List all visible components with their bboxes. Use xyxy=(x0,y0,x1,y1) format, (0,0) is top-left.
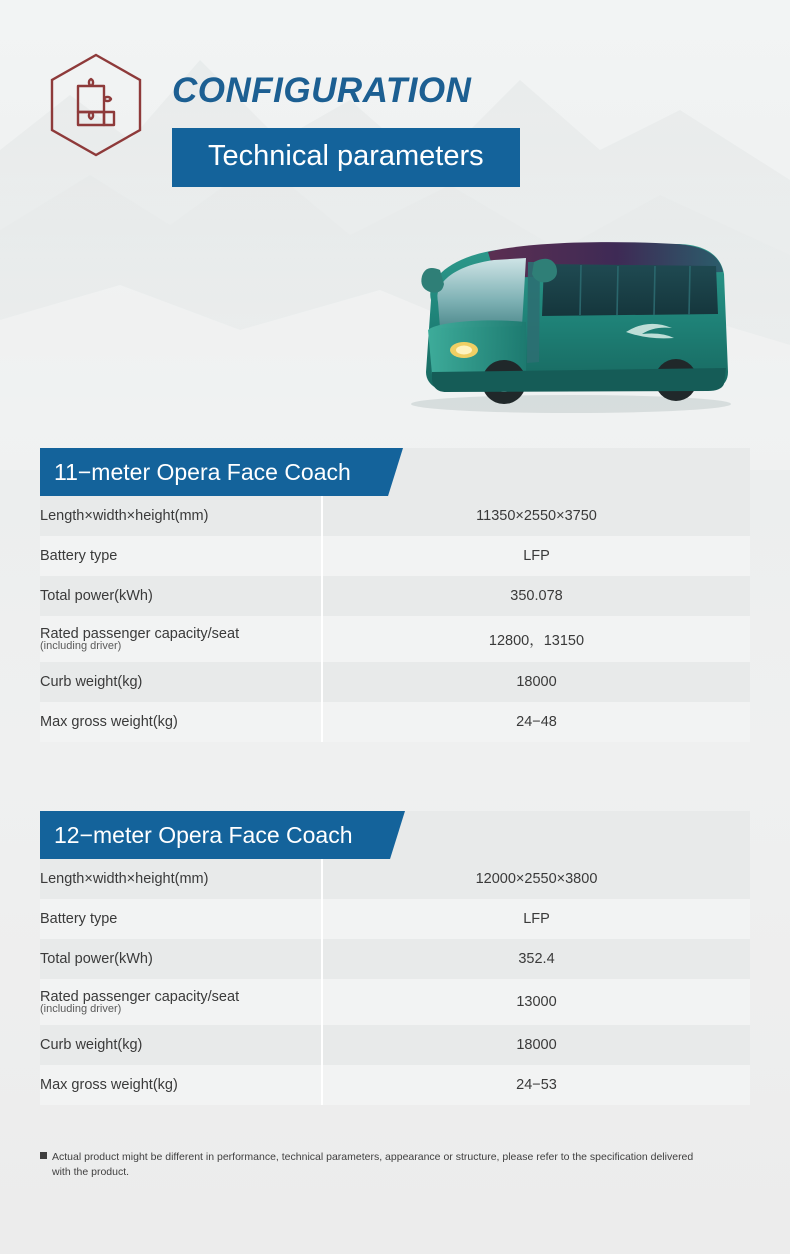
ribbon-tail-11 xyxy=(369,448,403,496)
ribbon-tail-12 xyxy=(371,811,405,859)
footnote-line-1: Actual product might be different in performance, technical parameters, appearance or structure, please refer to the specification delivered xyxy=(52,1151,694,1163)
footnote-line-2: with the product. xyxy=(52,1166,130,1179)
spec-value: 24−53 xyxy=(322,1065,750,1105)
table-row xyxy=(40,616,750,662)
section-heading-11: 11−meter Opera Face Coach xyxy=(40,448,369,496)
spec-value: LFP xyxy=(322,536,750,576)
title-block xyxy=(172,72,520,187)
table-row xyxy=(40,702,750,742)
footnote xyxy=(40,1150,754,1180)
table-row xyxy=(40,939,750,979)
hero-section xyxy=(0,0,790,440)
spec-value: 18000 xyxy=(322,662,750,702)
table-row xyxy=(40,899,750,939)
spec-value: 13000 xyxy=(322,979,750,1025)
technical-parameters-banner: Technical parameters xyxy=(172,128,520,187)
spec-label: Battery type xyxy=(40,899,322,939)
table-row xyxy=(40,496,750,536)
spec-table-11 xyxy=(40,496,750,742)
spec-value: 352.4 xyxy=(322,939,750,979)
bullet-square-icon xyxy=(40,1152,47,1159)
table-row xyxy=(40,1065,750,1105)
spec-value: LFP xyxy=(322,899,750,939)
spec-value: 12000×2550×3800 xyxy=(322,859,750,899)
spec-label: Rated passenger capacity/seat xyxy=(40,626,240,642)
spec-label: Length×width×height(mm) xyxy=(40,859,322,899)
table-row xyxy=(40,1025,750,1065)
section-heading-12: 12−meter Opera Face Coach xyxy=(40,811,371,859)
spec-label: Curb weight(kg) xyxy=(40,1025,322,1065)
spec-label: Total power(kWh) xyxy=(40,939,322,979)
spec-label: Rated passenger capacity/seat xyxy=(40,989,240,1005)
table-row xyxy=(40,576,750,616)
section-header-row-11 xyxy=(40,448,750,496)
spec-value: 18000 xyxy=(322,1025,750,1065)
section-header-row-12 xyxy=(40,811,750,859)
puzzle-hexagon-icon xyxy=(48,52,144,158)
spec-value: 11350×2550×3750 xyxy=(322,496,750,536)
table-row xyxy=(40,859,750,899)
spec-value: 24−48 xyxy=(322,702,750,742)
spec-label: Total power(kWh) xyxy=(40,576,322,616)
section-12-meter xyxy=(40,811,750,1105)
bus-image xyxy=(376,222,756,432)
spec-label-group xyxy=(40,616,322,662)
section-11-meter xyxy=(40,448,750,742)
table-row xyxy=(40,536,750,576)
spec-sublabel: (including driver) xyxy=(40,640,122,652)
spec-label: Curb weight(kg) xyxy=(40,662,322,702)
spec-label: Battery type xyxy=(40,536,322,576)
spec-value: 350.078 xyxy=(322,576,750,616)
spec-label: Length×width×height(mm) xyxy=(40,496,322,536)
spec-table-12 xyxy=(40,859,750,1105)
table-row xyxy=(40,979,750,1025)
spec-value: 12800，13150 xyxy=(322,616,750,662)
spec-label: Max gross weight(kg) xyxy=(40,1065,322,1105)
spec-label: Max gross weight(kg) xyxy=(40,702,322,742)
spec-label-group xyxy=(40,979,322,1025)
page-title: CONFIGURATION xyxy=(172,71,472,110)
table-row xyxy=(40,662,750,702)
spec-sublabel: (including driver) xyxy=(40,1003,122,1015)
